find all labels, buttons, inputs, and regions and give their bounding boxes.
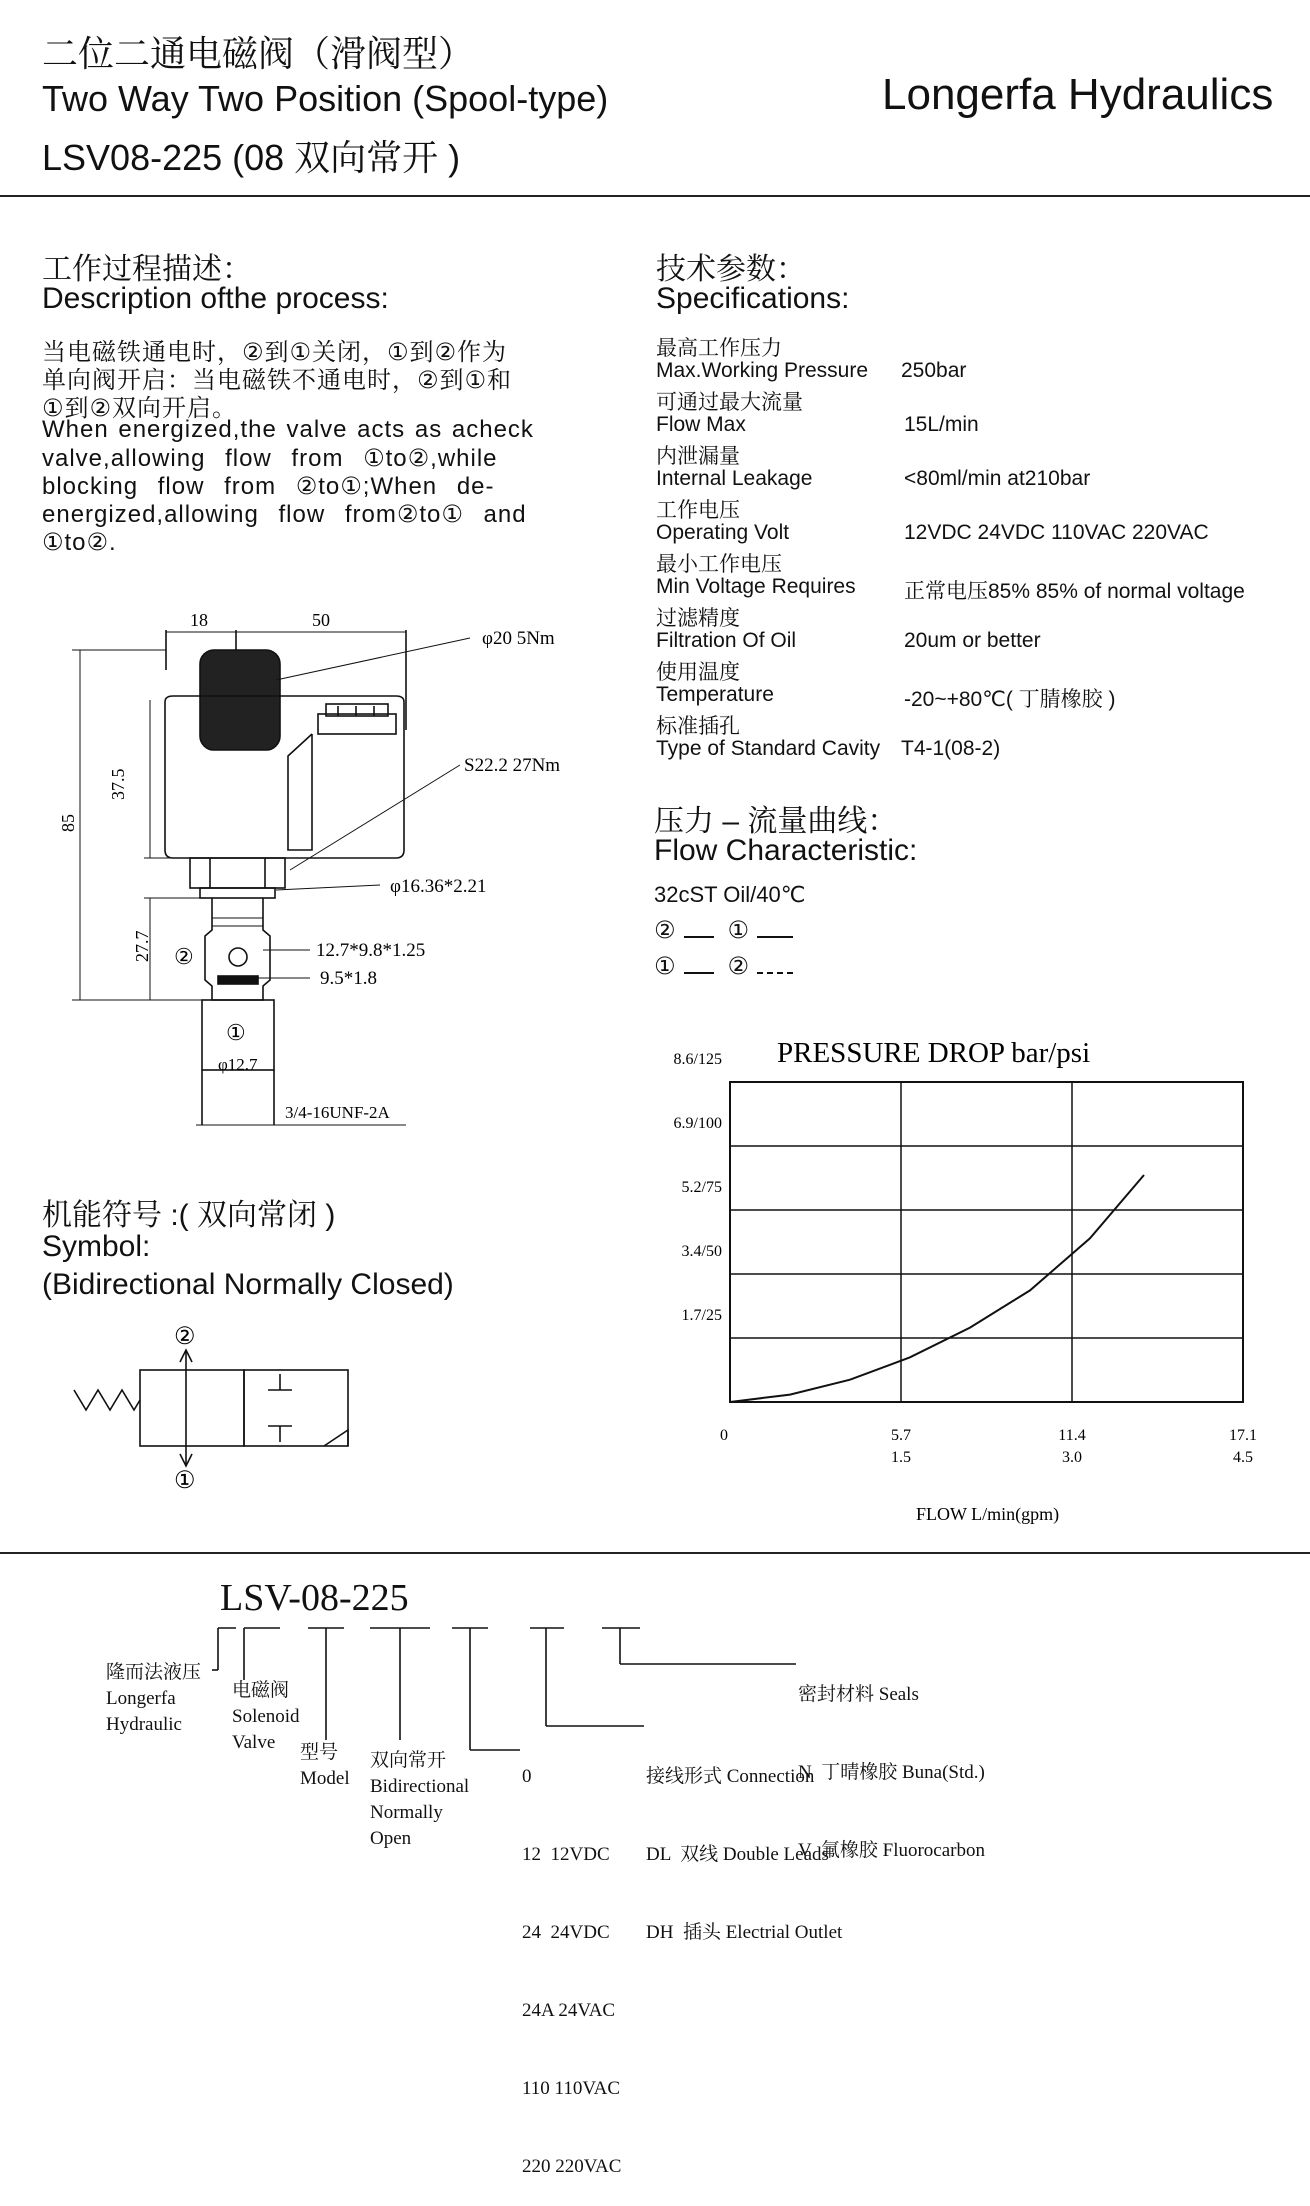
chart-series-line [730,1175,1144,1402]
spec-row: 最高工作压力 Max.Working Pressure 250bar [656,337,967,382]
ordering-connection: 接线形式 Connection DL 双线 Double Leads DH 插头 Electrial Outlet [646,1766,843,1943]
desc-line: ①到②双向开启。 [42,395,238,422]
chart-y-ticks [674,1051,722,1324]
desc-line: 单向阀开启：当电磁铁不通电时，②到①和 [42,367,513,394]
dim-18: 18 [190,610,208,630]
ordering-code: LSV-08-225 [220,1577,409,1619]
chart-y-tick-label: 8.6/125 [673,1051,722,1068]
port-2-label: ② [174,944,194,969]
ordering-divider [0,1552,1310,1554]
desc-line: When energized,the valve acts as acheck [42,416,534,443]
chart-title: PRESSURE DROP bar/psi [777,1037,1091,1069]
flow-oil: 32cST Oil/40℃ [654,882,806,907]
symbol-heading-en2: (Bidirectional Normally Closed) [42,1268,454,1301]
symbol-heading-cn: 机能符号 :( 双向常闭 ) [42,1199,336,1232]
spec-row: 过滤精度 Filtration Of Oil 20um or better [656,607,1041,652]
ordering-model: 型号 Model [300,1742,350,1789]
pressure-drop-chart [640,1020,1260,1540]
chart-y-tick-label: 1.7/25 [681,1307,722,1324]
chart-x-ticks [720,1427,1257,1466]
desc-line: 当电磁铁通电时，②到①关闭，①到②作为 [42,339,508,366]
port-1-label: ① [226,1020,246,1045]
symbol-heading-en: Symbol: [42,1230,151,1263]
description-text [42,332,562,556]
desc-line: blocking flow from ②to①;When de- [42,473,495,500]
flow-heading-cn: 压力 – 流量曲线： [654,805,898,838]
title-en: Two Way Two Position (Spool-type) [42,78,609,119]
chart-y-tick-label: 3.4/50 [681,1243,722,1260]
flow-legend-dashed: ① ② [654,952,793,981]
chart-plot-frame [730,1082,1243,1402]
dim-hex: S22.2 27Nm [464,755,561,776]
model-line: LSV08-225 (08 双向常开 ) [42,137,461,178]
chart-x-tick-label: 17.1 [1229,1427,1257,1444]
dim-27: 27.7 [132,930,152,962]
title-cn: 二位二通电磁阀（滑阀型） [42,33,475,74]
dim-thread: 3/4-16UNF-2A [285,1103,390,1122]
chart-y-tick-label: 5.2/75 [681,1179,722,1196]
chart-x-tick-label: 5.7 [891,1427,911,1444]
spec-heading-cn: 技术参数： [656,253,806,286]
dim-85: 85 [58,814,78,832]
chart-x-tick-label-gpm: 1.5 [891,1449,911,1466]
description-heading-cn: 工作过程描述： [42,253,252,286]
desc-line: energized,allowing flow from②to① and [42,501,527,528]
desc-line: ①to②. [42,529,117,556]
spec-row: 标准插孔 Type of Standard Cavity T4-1(08-2) [656,715,1001,760]
symbol-port-1: ① [174,1468,196,1494]
dim-bore: φ12.7 [218,1055,258,1074]
spec-row: 最小工作电压 Min Voltage Requires 正常电压85% 85% of normal voltage [656,553,1245,603]
ordering-type: 双向常开 Bidirectional Normally Open [370,1750,470,1849]
spec-row: 可通过最大流量 Flow Max 15L/min [656,391,979,436]
dim-37: 37.5 [108,768,128,800]
valve-dimension-drawing [0,600,640,1140]
chart-x-tick-label-gpm: 4.5 [1233,1449,1253,1466]
ordering-seals: 密封材料 Seals N 丁晴橡胶 Buna(Std.) V 氟橡胶 Fluorocarbon [798,1684,985,1861]
chart-y-tick-label: 6.9/100 [673,1115,722,1132]
dim-50: 50 [312,610,330,630]
brand-name: Longerfa Hydraulics [882,70,1274,119]
chart-x-tick-label-gpm: 3.0 [1062,1449,1082,1466]
spec-row: 使用温度 Temperature -20~+80℃( 丁腈橡胶 ) [656,661,1116,711]
description-heading-en: Description ofthe process: [42,282,389,315]
ordering-voltages: 0 12 12VDC 24 24VDC 24A 24VAC 110 110VAC 220 220VAC [522,1766,622,2177]
dim-oring-3: 9.5*1.8 [320,968,377,989]
hydraulic-symbol [60,1320,380,1500]
chart-x-tick-label: 0 [720,1427,728,1444]
chart-x-tick-label: 11.4 [1058,1427,1086,1444]
chart-xlabel: FLOW L/min(gpm) [916,1504,1060,1524]
spec-row: 工作电压 Operating Volt 12VDC 24VDC 110VAC 220VAC [656,499,1209,544]
header-divider [0,195,1310,197]
ordering-solenoid: 电磁阀 Solenoid Valve [232,1680,300,1753]
flow-heading-en: Flow Characteristic: [654,834,918,867]
dim-oring-2: 12.7*9.8*1.25 [316,940,426,961]
spec-row: 内泄漏量 Internal Leakage <80ml/min at210bar [656,445,1091,490]
dim-knob: φ20 5Nm [482,628,555,649]
spec-heading-en: Specifications: [656,282,850,315]
flow-legend-solid: ② ① [654,916,793,945]
desc-line: valve,allowing flow from ①to②,while [42,445,498,472]
spec-table [656,332,1296,764]
symbol-port-2: ② [174,1324,196,1350]
chart-grid [730,1082,1243,1402]
ordering-brand: 隆而法液压 Longerfa Hydraulic [106,1662,202,1735]
dim-oring-1: φ16.36*2.21 [390,876,487,897]
